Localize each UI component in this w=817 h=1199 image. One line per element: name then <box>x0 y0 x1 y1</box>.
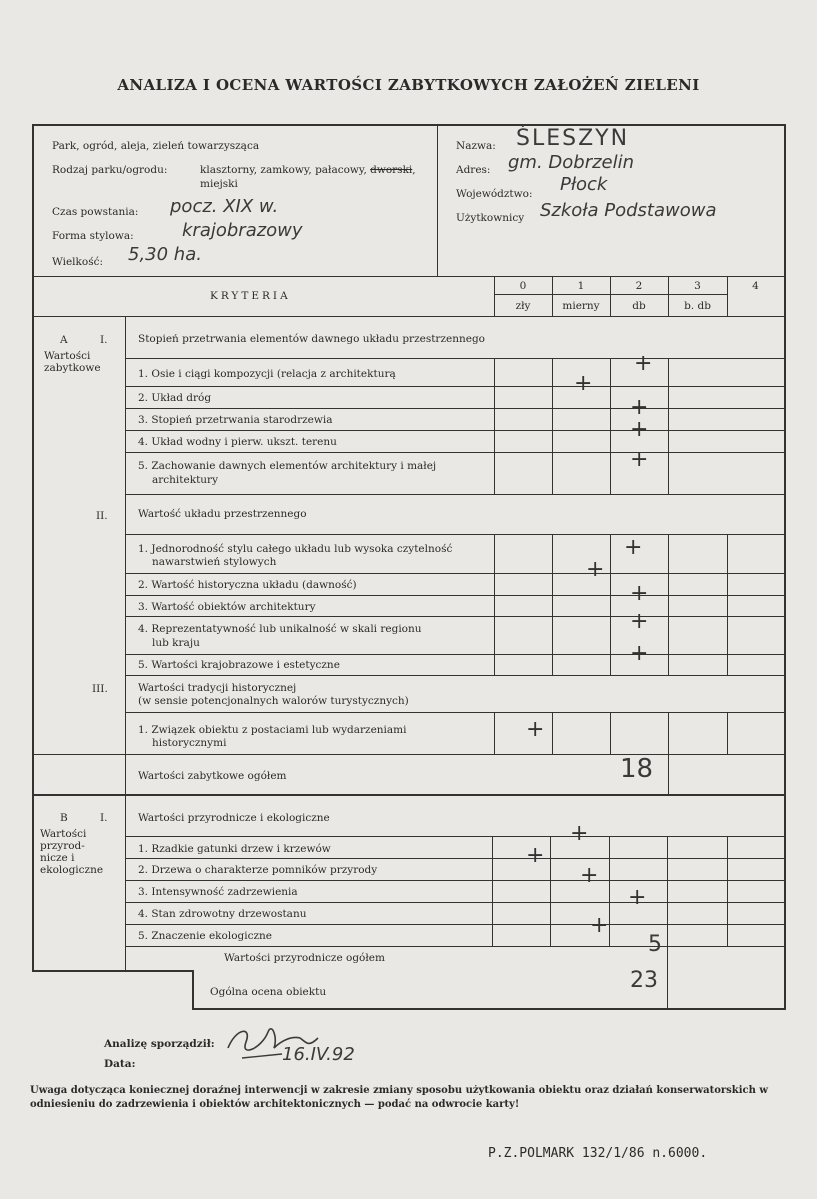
a2-item-4-cont: lub kraju <box>152 637 200 649</box>
b-item-5: 5. Znaczenie ekologiczne <box>138 930 273 942</box>
score-1-num: 1 <box>577 280 585 292</box>
mark-b-3: + <box>628 885 647 910</box>
b-item-1: 1. Rzadkie gatunki drzew i krzewów <box>138 843 331 855</box>
uzytkownicy-label: Użytkownicy <box>456 212 525 224</box>
a2-item-1: 1. Jednorodność stylu całego układu lub wysoka czytelność <box>138 543 453 555</box>
a1-item-5-cont: architektury <box>152 474 219 486</box>
section-b-name-2: przyrod- <box>40 840 85 852</box>
form-title: ANALIZA I OCENA WARTOŚCI ZABYTKOWYCH ZAŁOŻEŃ ZIELENI <box>117 76 700 94</box>
nazwa-value: ŚLESZYN <box>516 126 630 151</box>
b-item-2: 2. Drzewa o charakterze pomników przyrody <box>138 864 378 876</box>
section-a-letter: A <box>60 334 68 346</box>
section-a-total-value: 18 <box>620 754 654 784</box>
score-1-label: mierny <box>562 300 600 312</box>
author-label: Analizę sporządził: <box>104 1038 215 1050</box>
mark-a1-1b: + <box>574 371 593 396</box>
rodzaj-label: Rodzaj parku/ogrodu: <box>52 164 168 176</box>
a1-item-1: 1. Osie i ciągi kompozycji (relacja z architekturą <box>138 368 396 380</box>
section-b-total-value: 5 <box>648 932 662 957</box>
mark-a1-1: + <box>634 351 653 376</box>
b-item-3: 3. Intensywność zadrzewienia <box>138 886 298 898</box>
czas-label: Czas powstania: <box>52 206 139 218</box>
kryteria-heading: KRYTERIA <box>210 290 291 302</box>
a1-item-4: 4. Układ wodny i pierw. ukszt. terenu <box>138 436 337 448</box>
date-value: 16.IV.92 <box>282 1044 355 1065</box>
mark-a2-4: + <box>630 609 649 634</box>
intervention-note: Uwaga dotycząca koniecznej doraźnej interwencji w zakresie zmiany sposobu użytkowania obiektu oraz działań konserwatorskich w odniesieniu do zadrzewienia i obiektów architektonicznych — podać na odwrocie karty! <box>30 1085 768 1110</box>
rodzaj-struck: dworski <box>370 164 413 176</box>
mark-a3-1: + <box>526 717 545 742</box>
section-b-total-label: Wartości przyrodnicze ogółem <box>224 952 385 964</box>
mark-b-5: + <box>590 913 609 938</box>
score-2-label: db <box>632 300 646 312</box>
wojewodztwo-value: Płock <box>560 174 608 195</box>
section-a-roman-2: II. <box>96 510 108 522</box>
section-b-roman: I. <box>100 812 108 824</box>
nazwa-label: Nazwa: <box>456 140 496 152</box>
group-2-title: Wartość układu przestrzennego <box>138 508 307 520</box>
b-item-4: 4. Stan zdrowotny drzewostanu <box>138 908 307 920</box>
a2-item-1-cont: nawarstwień stylowych <box>152 556 277 568</box>
mark-a2-2: + <box>586 557 605 582</box>
wielkosc-label: Wielkość: <box>52 256 104 268</box>
a1-item-2: 2. Układ dróg <box>138 392 212 404</box>
print-code: P.Z.POLMARK 132/1/86 n.6000. <box>488 1146 708 1161</box>
mark-a1-3: + <box>630 395 649 420</box>
score-3-label: b. db <box>684 300 711 312</box>
section-b-name-3: nicze i <box>40 852 75 864</box>
section-b-letter: B <box>60 812 68 824</box>
mark-a2-1: + <box>624 535 643 560</box>
a2-item-2: 2. Wartość historyczna układu (dawność) <box>138 579 357 591</box>
section-b-title: Wartości przyrodnicze i ekologiczne <box>138 812 330 824</box>
group-3-title: Wartości tradycji historycznej <box>138 682 297 694</box>
section-a-roman-3: III. <box>92 683 108 695</box>
overall-value: 23 <box>630 968 658 993</box>
score-0-label: zły <box>515 300 531 312</box>
a2-item-3: 3. Wartość obiektów architektury <box>138 601 316 613</box>
group-3-subtitle: (w sensie potencjonalnych walorów turystycznych) <box>138 695 409 707</box>
mark-a1-4: + <box>630 417 649 442</box>
park-type-label: Park, ogród, aleja, zieleń towarzysząca <box>52 140 260 152</box>
a2-item-5: 5. Wartości krajobrazowe i estetyczne <box>138 659 340 671</box>
section-a-total-label: Wartości zabytkowe ogółem <box>138 770 287 782</box>
adres-label: Adres: <box>456 164 491 176</box>
a1-item-3: 3. Stopień przetrwania starodrzewia <box>138 414 333 426</box>
score-2-num: 2 <box>635 280 643 292</box>
a2-item-4: 4. Reprezentatywność lub unikalność w skali regionu <box>138 623 422 635</box>
section-a-name: Wartości zabytkowe <box>44 350 101 374</box>
group-1-title: Stopień przetrwania elementów dawnego układu przestrzennego <box>138 333 485 345</box>
section-b-name-4: ekologiczne <box>40 864 104 876</box>
mark-a2-5: + <box>630 641 649 666</box>
mark-a1-5: + <box>630 447 649 472</box>
score-4-num: 4 <box>752 280 759 292</box>
forma-value: krajobrazowy <box>182 220 303 241</box>
section-b-name-1: Wartości <box>40 828 87 840</box>
a1-item-5: 5. Zachowanie dawnych elementów architektury i małej <box>138 460 437 472</box>
wielkosc-value: 5,30 ha. <box>128 244 202 265</box>
score-3-num: 3 <box>694 280 701 292</box>
overall-label: Ogólna ocena obiektu <box>210 986 327 998</box>
score-0-num: 0 <box>519 280 527 292</box>
rodzaj-options: klasztorny, zamkowy, pałacowy, dworski, <box>200 164 416 176</box>
mark-b-1b: + <box>526 843 545 868</box>
mark-b-1: + <box>570 821 589 846</box>
section-a-roman-1: I. <box>100 334 108 346</box>
mark-a2-3: + <box>630 581 649 606</box>
a3-item-1: 1. Związek obiektu z postaciami lub wydarzeniami <box>138 724 407 736</box>
uzytkownicy-value: Szkoła Podstawowa <box>540 200 717 221</box>
adres-value: gm. Dobrzelin <box>508 152 635 173</box>
czas-value: pocz. XIX w. <box>170 196 279 217</box>
mark-b-2: + <box>580 863 599 888</box>
wojewodztwo-label: Województwo: <box>456 188 533 200</box>
rodzaj-options-text: klasztorny, zamkowy, pałacowy, <box>200 164 367 176</box>
forma-label: Forma stylowa: <box>52 230 134 242</box>
date-label: Data: <box>104 1058 136 1070</box>
rodzaj-options-2: miejski <box>200 178 238 190</box>
a3-item-1-cont: historycznymi <box>152 737 227 749</box>
